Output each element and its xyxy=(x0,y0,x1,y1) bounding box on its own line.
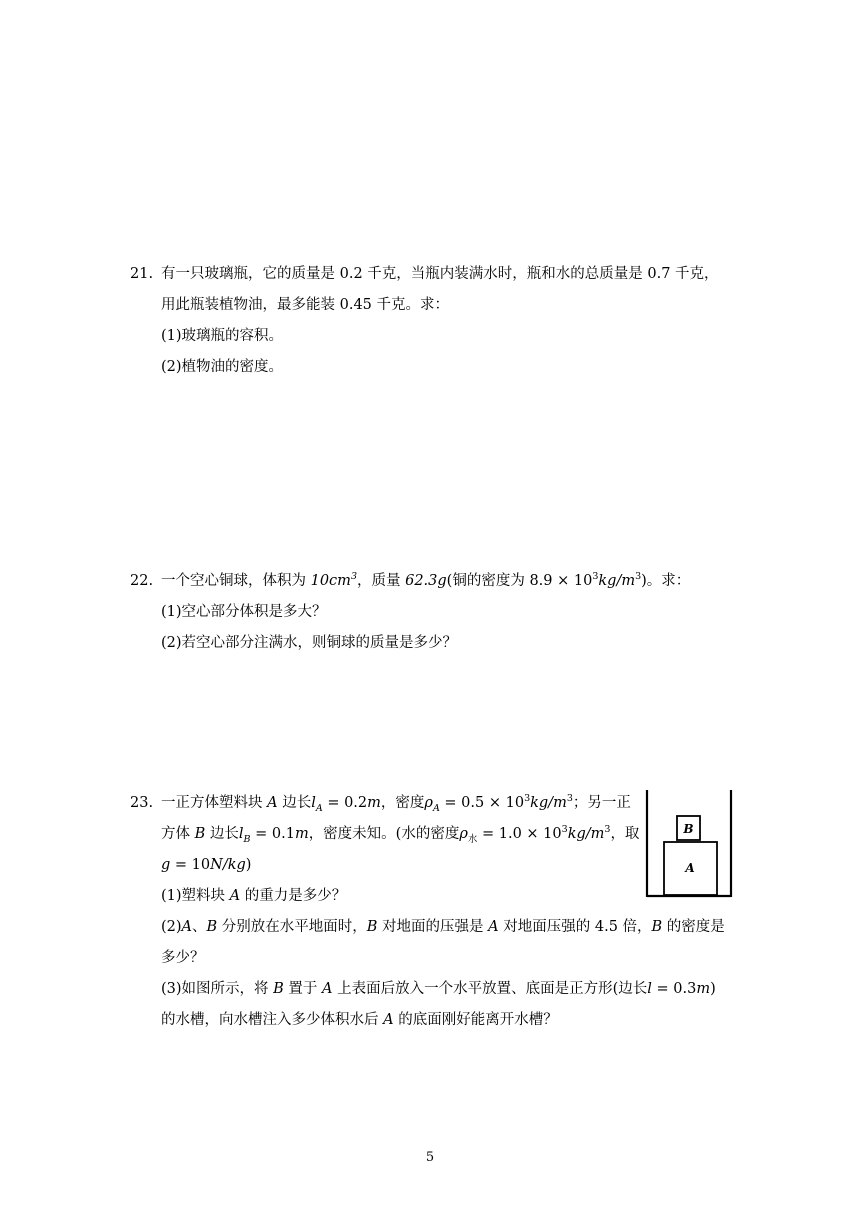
sub-question-1 xyxy=(161,881,346,912)
sub-question-3-cont xyxy=(161,1005,558,1036)
text: 边长 xyxy=(205,826,239,842)
question-number: 23. xyxy=(130,795,154,811)
math-A: A xyxy=(322,981,333,997)
math-rho-water: $\rho_水 = 1.0 \times 10^3kg/m^3$ xyxy=(459,824,611,845)
sub-question-1: (1)玻璃瓶的容积。 xyxy=(161,328,284,344)
text: (1)塑料块 xyxy=(161,888,230,904)
text: (2) xyxy=(161,919,182,935)
text: 、 xyxy=(192,919,207,935)
question-22 xyxy=(130,566,730,666)
text: 的密度是 xyxy=(662,919,725,935)
question-text-line xyxy=(161,566,690,597)
math-B: B xyxy=(651,919,663,935)
sub-question-2-cont: 多少？ xyxy=(161,950,205,966)
text: 置于 xyxy=(283,981,323,997)
math-A: A xyxy=(488,919,499,935)
question-text-line xyxy=(161,819,639,850)
math-B: B xyxy=(273,981,284,997)
text: (铜的密度为 xyxy=(446,573,530,589)
text: 的水槽，向水槽注入多少体积水后 xyxy=(161,1012,384,1028)
text: 边长 xyxy=(277,795,312,811)
math-mass: 62.3g xyxy=(405,573,447,589)
text: 分别放在水平地面时， xyxy=(217,919,367,935)
text: 对地面的压强是 xyxy=(377,919,489,935)
question-text-line xyxy=(161,788,631,819)
text: 一正方体塑料块 xyxy=(161,795,268,811)
math-rhoA: $\rho_A = 0.5 \times 10^3kg/m^3$ xyxy=(424,793,573,814)
question-number: 22. xyxy=(130,573,154,589)
text: 上表面后放入一个水平放置、底面是正方形(边长 xyxy=(332,981,648,997)
math-lB: $l_B = 0.1m$ xyxy=(238,826,309,845)
math-A: A xyxy=(229,888,241,904)
tank-figure xyxy=(644,790,734,898)
block-a-label: A xyxy=(685,861,695,875)
question-number: 21. xyxy=(130,266,154,282)
text: 方体 xyxy=(161,826,195,842)
block-b-label: B xyxy=(683,822,694,836)
text: ，取 xyxy=(610,826,640,842)
math-lA: $l_A = 0.2m$ xyxy=(311,795,381,814)
text: 对地面压强的 4.5 倍， xyxy=(498,919,652,935)
question-23 xyxy=(130,788,730,1028)
sub-question-2 xyxy=(161,912,725,943)
math-A: A xyxy=(383,1012,394,1028)
text: ，密度 xyxy=(380,795,425,811)
question-text-line: 用此瓶装植物油，最多能装 0.45 千克。求： xyxy=(161,297,450,313)
question-text-line: 有一只玻璃瓶，它的质量是 0.2 千克，当瓶内装满水时，瓶和水的总质量是 0.7 千克， xyxy=(161,266,719,282)
sub-question-1: (1)空心部分体积是多大？ xyxy=(161,604,327,620)
text: 的底面刚好能离开水槽？ xyxy=(393,1012,558,1028)
text: ，质量 xyxy=(356,573,406,589)
sub-question-2: (2)植物油的密度。 xyxy=(161,359,284,375)
math-B: B xyxy=(194,826,206,842)
math-copper-density: $8.9 \times 10^3kg/m^3$ xyxy=(529,571,642,589)
math-g: g = 10N/kg) xyxy=(161,857,252,873)
text: ，密度未知。(水的密度 xyxy=(308,826,460,842)
text: )。求： xyxy=(641,573,691,589)
math-volume: $10cm^3$ xyxy=(310,571,357,589)
text: 的重力是多少？ xyxy=(240,888,347,904)
sub-question-2: (2)若空心部分注满水，则铜球的质量是多少？ xyxy=(161,635,458,651)
math-l: l = 0.3m xyxy=(647,981,711,997)
text: ) xyxy=(710,981,716,997)
text: 一个空心铜球，体积为 xyxy=(161,573,311,589)
text: ；另一正 xyxy=(572,795,631,811)
math-B: B xyxy=(366,919,378,935)
math-A: A xyxy=(181,919,193,935)
sub-question-3 xyxy=(161,974,716,1005)
page-number: 5 xyxy=(425,1150,435,1165)
question-21 xyxy=(130,259,730,389)
text: (3)如图所示，将 xyxy=(161,981,274,997)
math-B: B xyxy=(206,919,218,935)
math-A: A xyxy=(267,795,278,811)
